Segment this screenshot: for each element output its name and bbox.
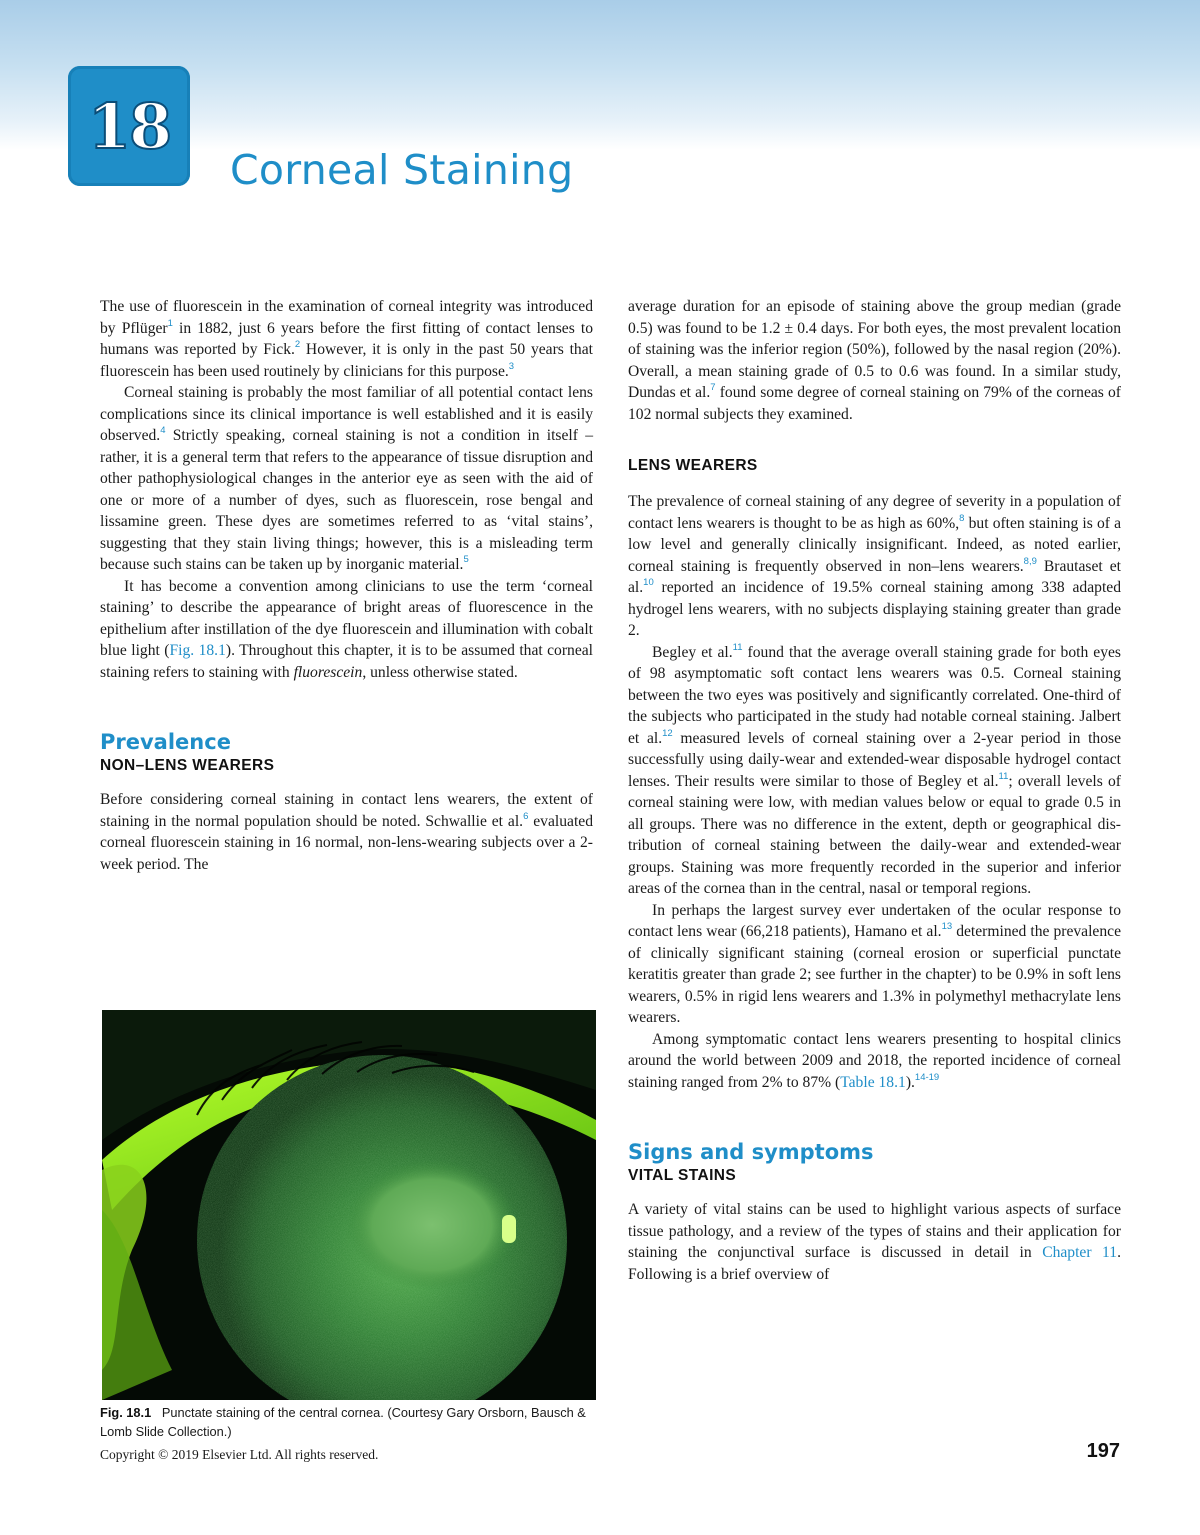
- copyright-notice: Copyright © 2019 Elsevier Ltd. All rights reserved.: [100, 1447, 379, 1462]
- reference-4[interactable]: 4: [160, 425, 166, 436]
- subheading-lens-wearers: LENS WEARERS: [628, 457, 758, 474]
- figure-label: Fig. 18.1: [100, 1405, 152, 1420]
- reference-8[interactable]: 8: [959, 512, 965, 524]
- paragraph-hamano: In perhaps the largest survey ever undertaken of the ocular response to contact lens wear (66,218 patients), Hamano et al.$^{13}$ determined the prevalence of clinically significant staining (corneal erosion or superficial punctate keratitis greater than grade 2; see further in the chapter) to be 0.9% in soft lens wearers, 0.5% in rigid lens wearers and 1.3% in polymethyl methacrylate lens wearers.: [628, 901, 1121, 1026]
- reference-5[interactable]: 5: [463, 554, 469, 565]
- figure-caption: [100, 1403, 600, 1441]
- reference-1[interactable]: 1: [167, 317, 173, 329]
- paragraph-convention: It has become a convention among clinicians to use the term ‘corneal staining’ to describe the appearance of bright areas of fluorescence in the epithelium after instillation of the dye fluorescein and illumination with cobalt blue light (Fig. 18.1). Throughout this chapter, it is to be assumed that corneal staining refers to staining with fluorescein, unless otherwise stated.: [100, 577, 593, 681]
- paragraph-vital-stains: A variety of vital stains can be used to highlight various aspects of surface tissue pathology, and a review of the types of stains and their application for staining the conjunctival surface is discussed in detail in Chapter 11. Following is a brief overview of: [628, 1201, 1121, 1283]
- reference-14-19[interactable]: 14-19: [914, 1071, 940, 1083]
- paragraph-non-lens-wearers: Before considering corneal staining in contact lens wearers, the extent of staining in the normal population should be noted. Schwallie et al.$^6$ evaluated corneal fluorescein staining in 16 normal, non-lens-wearing subjects over a 2-week period. The: [100, 791, 593, 873]
- paragraph-lens-wearers: The prevalence of corneal staining of any degree of severity in a population of contact lens wearers is thought to be as high as 60%,$^8$ but often staining is of a low level and generally clinically insignificant. Indeed, as noted earlier, corneal staining is frequently observed in non–lens wearers.$^{8,9}$ Brautaset et al.$^{10}$ reported an incidence of 19.5% corneal staining among 338 adapted hydrogel lens wearers, with no subjects displaying staining greater than grade 2.: [628, 493, 1122, 639]
- subheading-vital-stains: VITAL STAINS: [628, 1167, 737, 1184]
- section-heading-prevalence: Prevalence: [100, 730, 231, 754]
- reference-10[interactable]: 10: [643, 577, 654, 588]
- paragraph-symptomatic: Among symptomatic contact lens wearers presenting to hospital clinics around the world between 2009 and 2018, the reported incidence of corneal staining ranged from 2% to 87% (Table 18.1).$^{14-19}$: [628, 1030, 1121, 1091]
- reference-6[interactable]: 6: [523, 810, 529, 822]
- reference-8-9[interactable]: 8,9: [1023, 555, 1037, 567]
- chapter-title: Corneal Staining: [230, 146, 574, 194]
- reference-13[interactable]: 13: [941, 921, 953, 932]
- reference-12[interactable]: 12: [662, 727, 673, 739]
- reference-11-repeat[interactable]: 11: [998, 770, 1009, 782]
- corneal-staining-photo: [102, 1010, 596, 1400]
- chapter-link[interactable]: Chapter 11: [1042, 1244, 1118, 1261]
- paragraph-begley: Begley et al.$^{11}$ found that the average overall staining grade for both eyes of 98 asymptomatic soft contact lens wearers was 0.5. Corneal staining between the two eyes was positively and significantly correlated. One-third of the subjects who participated in the study had notable corneal staining. Jalbert et al.$^{12}$ measured levels of corneal staining over a 2-year period in those successfully using daily-wear and extended-wear disposable hydrogel contact lenses. Their results were similar to those of Begley et al.$^{11}$; overall levels of corneal staining were low, with median values below or equal to grade 0.5 in all groups. There was no difference in the extent, depth or geographical distribution of corneal staining between the daily-wear and extended-wear groups. Staining was more frequently recorded in the superior and inferior areas of the cornea than in the central, nasal or temporal regions.: [628, 641, 1122, 897]
- section-heading-signs-symptoms: Signs and symptoms: [628, 1140, 874, 1164]
- reference-11[interactable]: 11: [732, 641, 743, 653]
- subheading-non-lens-wearers: NON–LENS WEARERS: [100, 757, 275, 774]
- table-link[interactable]: Table 18.1: [840, 1073, 906, 1091]
- reference-2[interactable]: 2: [294, 339, 301, 350]
- paragraph-duration: average duration for an episode of staining above the group median (grade 0.5) was found to be 1.2 ± 0.4 days. For both eyes, the most prevalent location of staining was the inferior region (50%), followed by the nasal region (20%). Overall, a mean staining grade of 0.5 to 0.6 was found. In a similar study, Dundas et al.$^7$ found some degree of corneal staining on 79% of the corneas of 102 normal subjects they examined.: [628, 298, 1121, 423]
- paragraph-definition: Corneal staining is probably the most familiar of all potential contact lens complications since its clinical importance is well established and it is easily observed.$^4$ Strictly speaking, corneal staining is not a condition in itself – rather, it is a general term that refers to the appearance of tissue disruption and other pathophysiological changes in the anterior eye as seen with the aid of one or more of a number of dyes, such as fluorescein, rose bengal and lissamine green. These dyes are sometimes referred to as ‘vital stains’, suggesting that they stain living things; however, this is a misleading term because such stains can be taken up by inorganic material.$^5$: [100, 384, 593, 573]
- chapter-number-badge: [68, 66, 190, 186]
- reference-3[interactable]: 3: [508, 360, 515, 372]
- figure-link[interactable]: Fig. 18.1: [169, 642, 226, 659]
- right-column: [628, 296, 1121, 1285]
- figure-caption-text: Punctate staining of the central cornea. (Courtesy Gary Orsborn, Bausch & Lomb Slide Collection.): [100, 1405, 586, 1439]
- paragraph-intro: The use of fluorescein in the examination of corneal integrity was introduced by Pflüger$^1$ in 1882, just 6 years before the first fitting of contact lenses to humans was reported by Fick.$^2$ However, it is only in the past 50 years that fluorescein has been used routinely by clinicians for this purpose.$^3$: [100, 298, 593, 380]
- chapter-number: 18: [87, 90, 171, 163]
- left-column: [100, 296, 593, 875]
- reference-7[interactable]: 7: [710, 382, 716, 393]
- page-number: 197: [1086, 1440, 1120, 1462]
